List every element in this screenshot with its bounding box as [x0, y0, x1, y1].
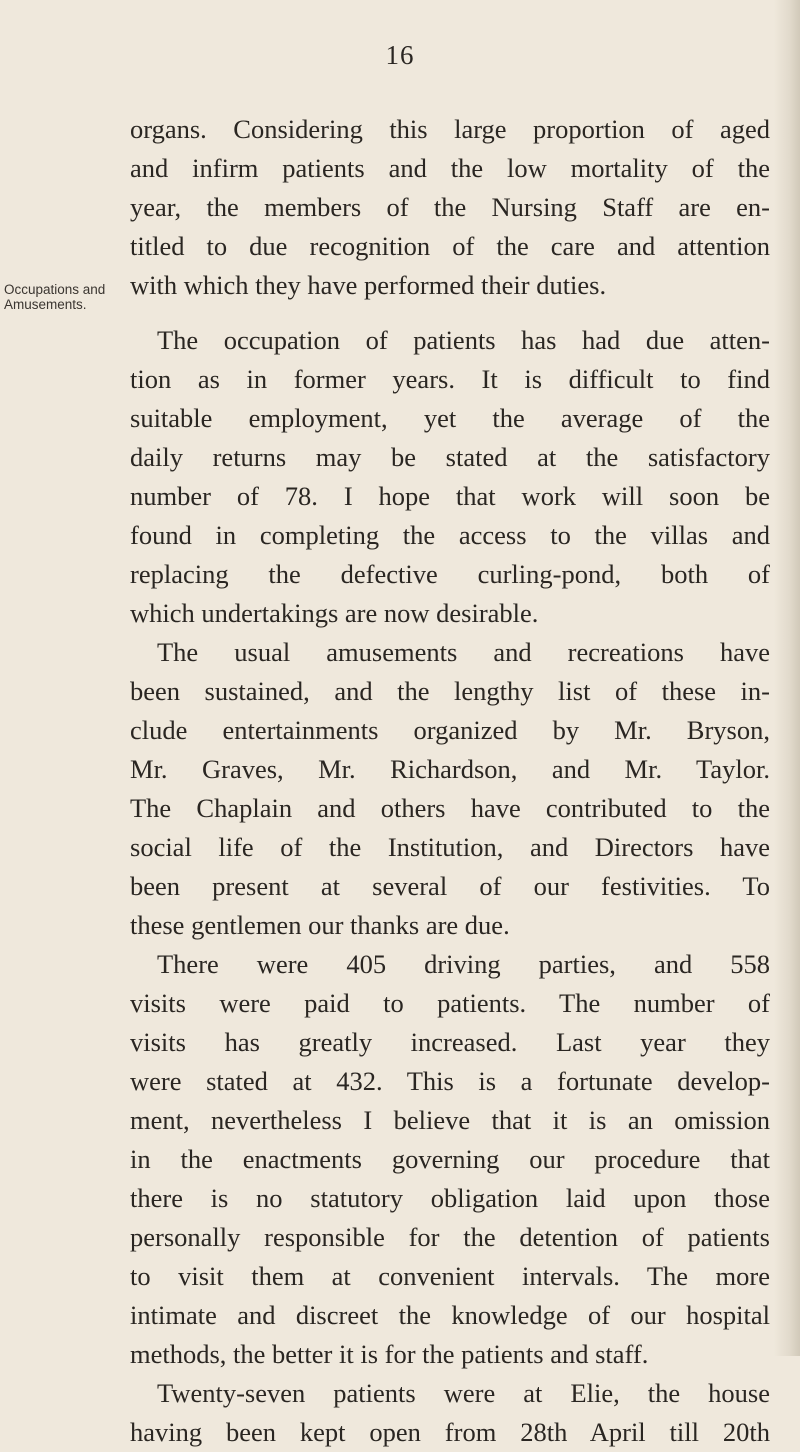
- text-line: to visit them at convenient intervals. The more: [130, 1261, 770, 1291]
- text-line: tion as in former years. It is difficult to find: [130, 364, 770, 394]
- text-line: number of 78. I hope that work will soon be: [130, 481, 770, 511]
- text-line: ment, nevertheless I believe that it is an omission: [130, 1105, 770, 1135]
- text-line: personally responsible for the detention of patients: [130, 1222, 770, 1252]
- text-line: which undertakings are now desirable.: [130, 598, 539, 628]
- margin-note-line-1: Occupations and: [4, 282, 106, 297]
- text-line: titled to due recognition of the care and attention: [130, 231, 770, 261]
- text-line: The Chaplain and others have contributed to the: [130, 793, 770, 823]
- text-line: suitable employment, yet the average of the: [130, 403, 770, 433]
- text-line: methods, the better it is for the patients and staff.: [130, 1339, 649, 1369]
- text-line: There were 405 driving parties, and 558: [157, 949, 770, 979]
- text-line: having been kept open from 28th April till 20th: [130, 1417, 770, 1447]
- margin-note-line-2: Amusements.: [4, 297, 87, 312]
- text-line: and infirm patients and the low mortality of the: [130, 153, 770, 183]
- text-line: Twenty-seven patients were at Elie, the house: [157, 1378, 770, 1408]
- paragraph-amusements: [130, 633, 770, 945]
- text-line: in the enactments governing our procedure that: [130, 1144, 770, 1174]
- text-line: with which they have performed their duties.: [130, 270, 607, 300]
- text-line: visits were paid to patients. The number of: [130, 988, 770, 1018]
- text-line: these gentlemen our thanks are due.: [130, 910, 510, 940]
- paragraph-gap: [130, 305, 770, 321]
- text-line: intimate and discreet the knowledge of our hospital: [130, 1300, 770, 1330]
- text-line: were stated at 432. This is a fortunate develop-: [130, 1066, 770, 1096]
- text-line: The occupation of patients has had due atten-: [157, 325, 770, 355]
- text-line: found in completing the access to the villas and: [130, 520, 770, 550]
- text-line: year, the members of the Nursing Staff are en-: [130, 192, 770, 222]
- text-line: replacing the defective curling-pond, both of: [130, 559, 770, 589]
- text-line: there is no statutory obligation laid upon those: [130, 1183, 770, 1213]
- body-text: [130, 110, 770, 1452]
- margin-note: [4, 282, 105, 312]
- page-number: 16: [385, 40, 415, 70]
- page-edge-shadow: [774, 0, 800, 1356]
- paragraph-elie: [130, 1374, 770, 1452]
- text-line: been present at several of our festivities. To: [130, 871, 770, 901]
- paragraph-occupations: [130, 321, 770, 633]
- text-line: visits has greatly increased. Last year they: [130, 1027, 770, 1057]
- text-line: organs. Considering this large proportion of aged: [130, 114, 770, 144]
- text-line: social life of the Institution, and Directors have: [130, 832, 770, 862]
- text-line: daily returns may be stated at the satisfactory: [130, 442, 770, 472]
- text-line: been sustained, and the lengthy list of these in-: [130, 676, 770, 706]
- text-line: Mr. Graves, Mr. Richardson, and Mr. Taylor.: [130, 754, 770, 784]
- text-line: The usual amusements and recreations have: [157, 637, 770, 667]
- text-line: clude entertainments organized by Mr. Bryson,: [130, 715, 770, 745]
- paragraph-nursing-staff: [130, 110, 770, 305]
- paragraph-visits: [130, 945, 770, 1374]
